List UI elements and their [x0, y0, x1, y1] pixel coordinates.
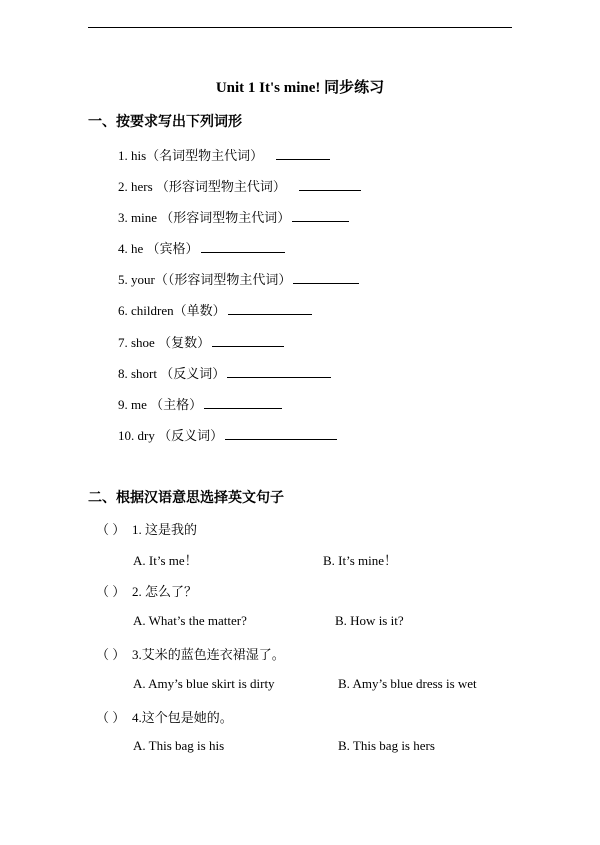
option-a: A. It’s me！ [133, 553, 198, 568]
answer-blank[interactable] [228, 302, 312, 315]
word-item-text: 2. hers （形容词型物主代词） [118, 179, 286, 194]
word-item-1 [118, 145, 330, 164]
answer-paren[interactable]: （ ） [96, 584, 126, 599]
word-item-9 [118, 394, 282, 413]
answer-blank[interactable] [299, 178, 361, 191]
answer-blank[interactable] [227, 365, 331, 378]
question-stem: 2. 怎么了？ [132, 584, 198, 599]
section-2-heading: 二、根据汉语意思选择英文句子 [88, 491, 284, 506]
word-item-4 [118, 238, 285, 257]
answer-blank[interactable] [276, 147, 330, 160]
word-item-8 [118, 363, 331, 382]
word-item-text: 7. shoe （复数） [118, 335, 211, 350]
word-item-2 [118, 176, 361, 195]
word-item-text: 3. mine （形容词型物主代词） [118, 210, 291, 225]
word-item-text: 1. his（名词型物主代词） [118, 148, 264, 163]
answer-blank[interactable] [204, 396, 282, 409]
header-rule [88, 27, 512, 28]
answer-blank[interactable] [225, 427, 337, 440]
word-item-text: 6. children（单数） [118, 303, 226, 318]
word-item-text: 8. short （反义词） [118, 366, 226, 381]
question-2 [96, 581, 197, 600]
answer-blank[interactable] [293, 271, 359, 284]
option-b: B. It’s mine！ [323, 553, 398, 568]
word-item-text: 10. dry （反义词） [118, 428, 224, 443]
word-item-text: 4. he （宾格） [118, 241, 199, 256]
question-stem: 1. 这是我的 [132, 522, 198, 537]
word-item-5 [118, 269, 359, 288]
word-item-10 [118, 425, 337, 444]
answer-paren[interactable]: （ ） [96, 710, 126, 725]
question-stem: 3.艾米的蓝色连衣裙湿了。 [132, 647, 285, 662]
answer-paren[interactable]: （ ） [96, 647, 126, 662]
word-item-text: 9. me （主格） [118, 397, 203, 412]
page-title: Unit 1 It's mine! 同步练习 [215, 80, 385, 96]
question-3 [96, 644, 285, 663]
option-a: A. This bag is his [133, 738, 225, 753]
answer-blank[interactable] [212, 334, 284, 347]
answer-blank[interactable] [292, 209, 349, 222]
word-item-6 [118, 300, 312, 319]
word-item-3 [118, 207, 349, 226]
section-1-heading: 一、按要求写出下列词形 [88, 115, 242, 130]
option-a: A. What’s the matter? [133, 613, 247, 628]
option-b: B. This bag is hers [338, 738, 435, 753]
answer-paren[interactable]: （ ） [96, 522, 126, 537]
option-b: B. Amy’s blue dress is wet [338, 676, 477, 691]
word-item-text: 5. your（（形容词型物主代词） [118, 272, 292, 287]
question-stem: 4.这个包是她的。 [132, 710, 233, 725]
answer-blank[interactable] [201, 240, 285, 253]
question-1 [96, 519, 197, 538]
word-item-7 [118, 332, 284, 351]
option-a: A. Amy’s blue skirt is dirty [133, 676, 275, 691]
question-4 [96, 707, 233, 726]
option-b: B. How is it? [335, 613, 404, 628]
